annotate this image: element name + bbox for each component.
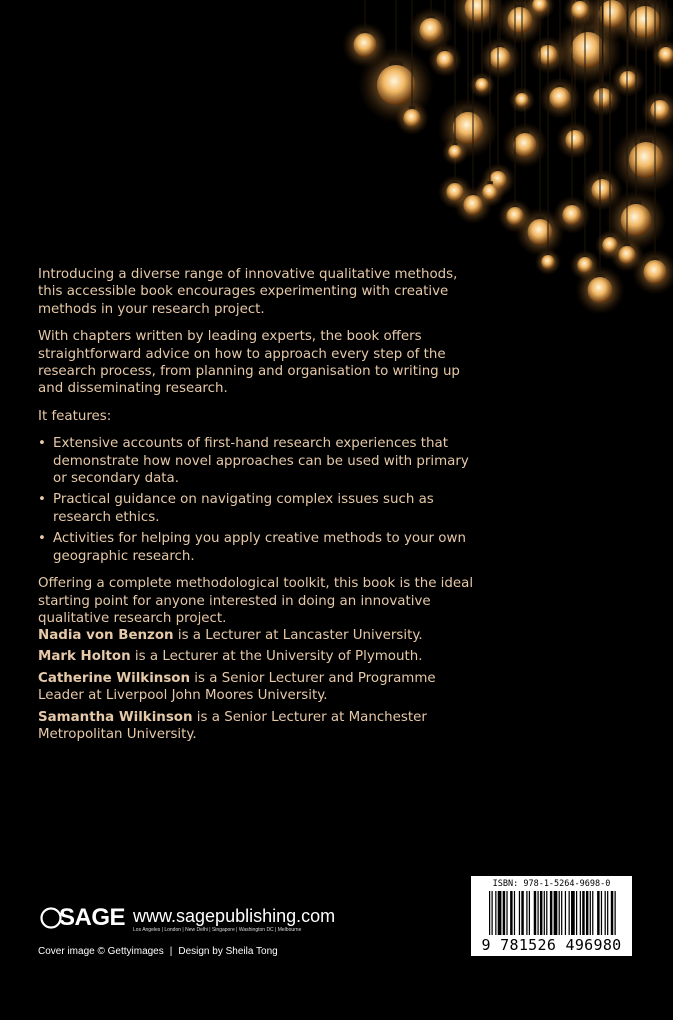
feature-text: Activities for helping you apply creative methods to your own geographic research. (53, 531, 466, 564)
barcode-bar (550, 891, 552, 935)
light-bulb (621, 204, 651, 236)
light-bulb (658, 47, 673, 63)
light-bulb (563, 205, 582, 225)
barcode-bar (565, 891, 566, 935)
barcode-bars (489, 891, 617, 935)
barcode-bar (491, 891, 492, 935)
credit-separator: | (169, 946, 173, 957)
light-bulb (541, 255, 554, 269)
blurb (38, 266, 478, 637)
barcode-bar (498, 891, 502, 935)
barcode-bar (503, 891, 505, 935)
light-bulb (514, 133, 537, 157)
light-bulb (566, 130, 585, 150)
barcode-bar (519, 891, 520, 935)
barcode-bar (489, 891, 490, 935)
light-bulb (436, 51, 453, 69)
author-desc: is a Senior Lecturer and Programme Leader at Liverpool John Moores University. (38, 670, 436, 704)
barcode-bar (537, 891, 538, 935)
sage-logo-text: SAGE (59, 904, 126, 931)
bullet-icon: • (38, 531, 46, 547)
barcode-bar (586, 891, 588, 935)
bullet-icon: • (38, 436, 46, 452)
author-name: Nadia von Benzon (38, 628, 174, 643)
author-bio (38, 670, 478, 705)
light-bulb (588, 277, 613, 303)
feature-item (38, 491, 478, 526)
light-bulb (630, 6, 660, 38)
light-bulb (592, 179, 613, 201)
barcode-bar (495, 891, 496, 935)
barcode-bar (561, 891, 562, 935)
features-intro: It features: (38, 408, 112, 424)
barcode-bar (529, 891, 530, 935)
publisher-block (40, 906, 335, 933)
light-bulb (475, 78, 488, 92)
light-bulb (490, 47, 511, 69)
cover-credit: Cover image © Gettyimages (38, 946, 164, 957)
publisher-url[interactable]: www.sagepublishing.com (133, 906, 336, 926)
author-bio (38, 648, 478, 665)
barcode-bar (544, 891, 545, 935)
barcode-bar (607, 891, 608, 935)
isbn-label: ISBN: 978-1-5264-9698-0 (492, 879, 611, 889)
light-bulb (644, 260, 667, 284)
light-bulb (550, 87, 571, 109)
author-desc: is a Lecturer at the University of Plymouth. (130, 649, 423, 665)
blurb-paragraph-3: Offering a complete methodological toolkit, this book is the ideal starting point for anyone interested in doing an innovative qualitative research project. (38, 576, 474, 626)
publisher-info (133, 906, 335, 933)
barcode-bar (582, 891, 584, 935)
light-bulb (571, 1, 588, 19)
light-bulb (651, 100, 670, 120)
author-name: Samantha Wilkinson (38, 709, 193, 725)
features-list (38, 435, 478, 565)
isbn-barcode (471, 876, 632, 956)
publisher-cities: Los Angeles | London | New Delhi | Singapore | Washington DC | Melbourne (133, 927, 302, 933)
feature-item (38, 530, 478, 565)
light-bulb (528, 219, 553, 245)
sage-logo (40, 906, 125, 930)
barcode-bar (580, 891, 581, 935)
barcode-bar (540, 891, 542, 935)
light-bulb (377, 65, 415, 105)
light-bulb (448, 145, 461, 159)
barcode-bar (559, 891, 560, 935)
barcode-bar (554, 891, 558, 935)
light-bulb (420, 18, 443, 42)
author-bio (38, 709, 478, 744)
barcode-bar (576, 891, 577, 935)
feature-item (38, 435, 478, 487)
author-bio (38, 627, 478, 644)
light-bulb (629, 142, 663, 178)
bullet-icon: • (38, 492, 46, 508)
barcode-bar (615, 891, 616, 935)
author-desc: is a Senior Lecturer at Manchester Metropolitan University. (38, 709, 427, 743)
barcode-bar (534, 891, 536, 935)
image-credits (38, 946, 278, 958)
light-bulb (602, 237, 617, 253)
feature-text: Practical guidance on navigating complex issues such as research ethics. (53, 492, 434, 525)
light-bulb (515, 93, 528, 107)
author-name: Catherine Wilkinson (38, 670, 191, 686)
light-bulb (446, 183, 463, 201)
design-credit: Design by Sheila Tong (178, 946, 278, 957)
barcode-bar (571, 891, 575, 935)
barcode-bar (592, 891, 593, 935)
barcode-bar (597, 891, 599, 935)
light-bulb (577, 257, 592, 273)
light-bulb (403, 109, 420, 127)
barcode-bar (601, 891, 602, 935)
blurb-paragraph-1: Introducing a diverse range of innovative qualitative methods, this accessible book encourages experimenting with creative methods in your research project. (38, 267, 458, 317)
author-name: Mark Holton (38, 649, 131, 665)
barcode-bar (546, 891, 547, 935)
barcode-bar (605, 891, 606, 935)
barcode-bar (590, 891, 591, 935)
barcode-bar (521, 891, 523, 935)
light-bulb (506, 207, 523, 225)
barcode-bar (611, 891, 613, 935)
barcode-bar (514, 891, 515, 935)
barcode-bar (510, 891, 512, 935)
author-bios (38, 627, 478, 747)
barcode-bar (506, 891, 507, 935)
barcode-number: 9 781526 496980 (481, 936, 622, 954)
light-bulb (354, 33, 377, 57)
light-bulb (619, 71, 636, 89)
blurb-paragraph-2: With chapters written by leading experts, the book offers straightforward advice on how to approach every step of the research process, from planning and organisation to writing up and disseminating research. (38, 329, 460, 397)
feature-text: Extensive accounts of first-hand research experiences that demonstrate how novel approaches can be used with primary or secondary data. (53, 436, 469, 487)
author-desc: is a Lecturer at Lancaster University. (173, 628, 423, 643)
barcode-bar (526, 891, 527, 935)
barcode-bar (569, 891, 570, 935)
